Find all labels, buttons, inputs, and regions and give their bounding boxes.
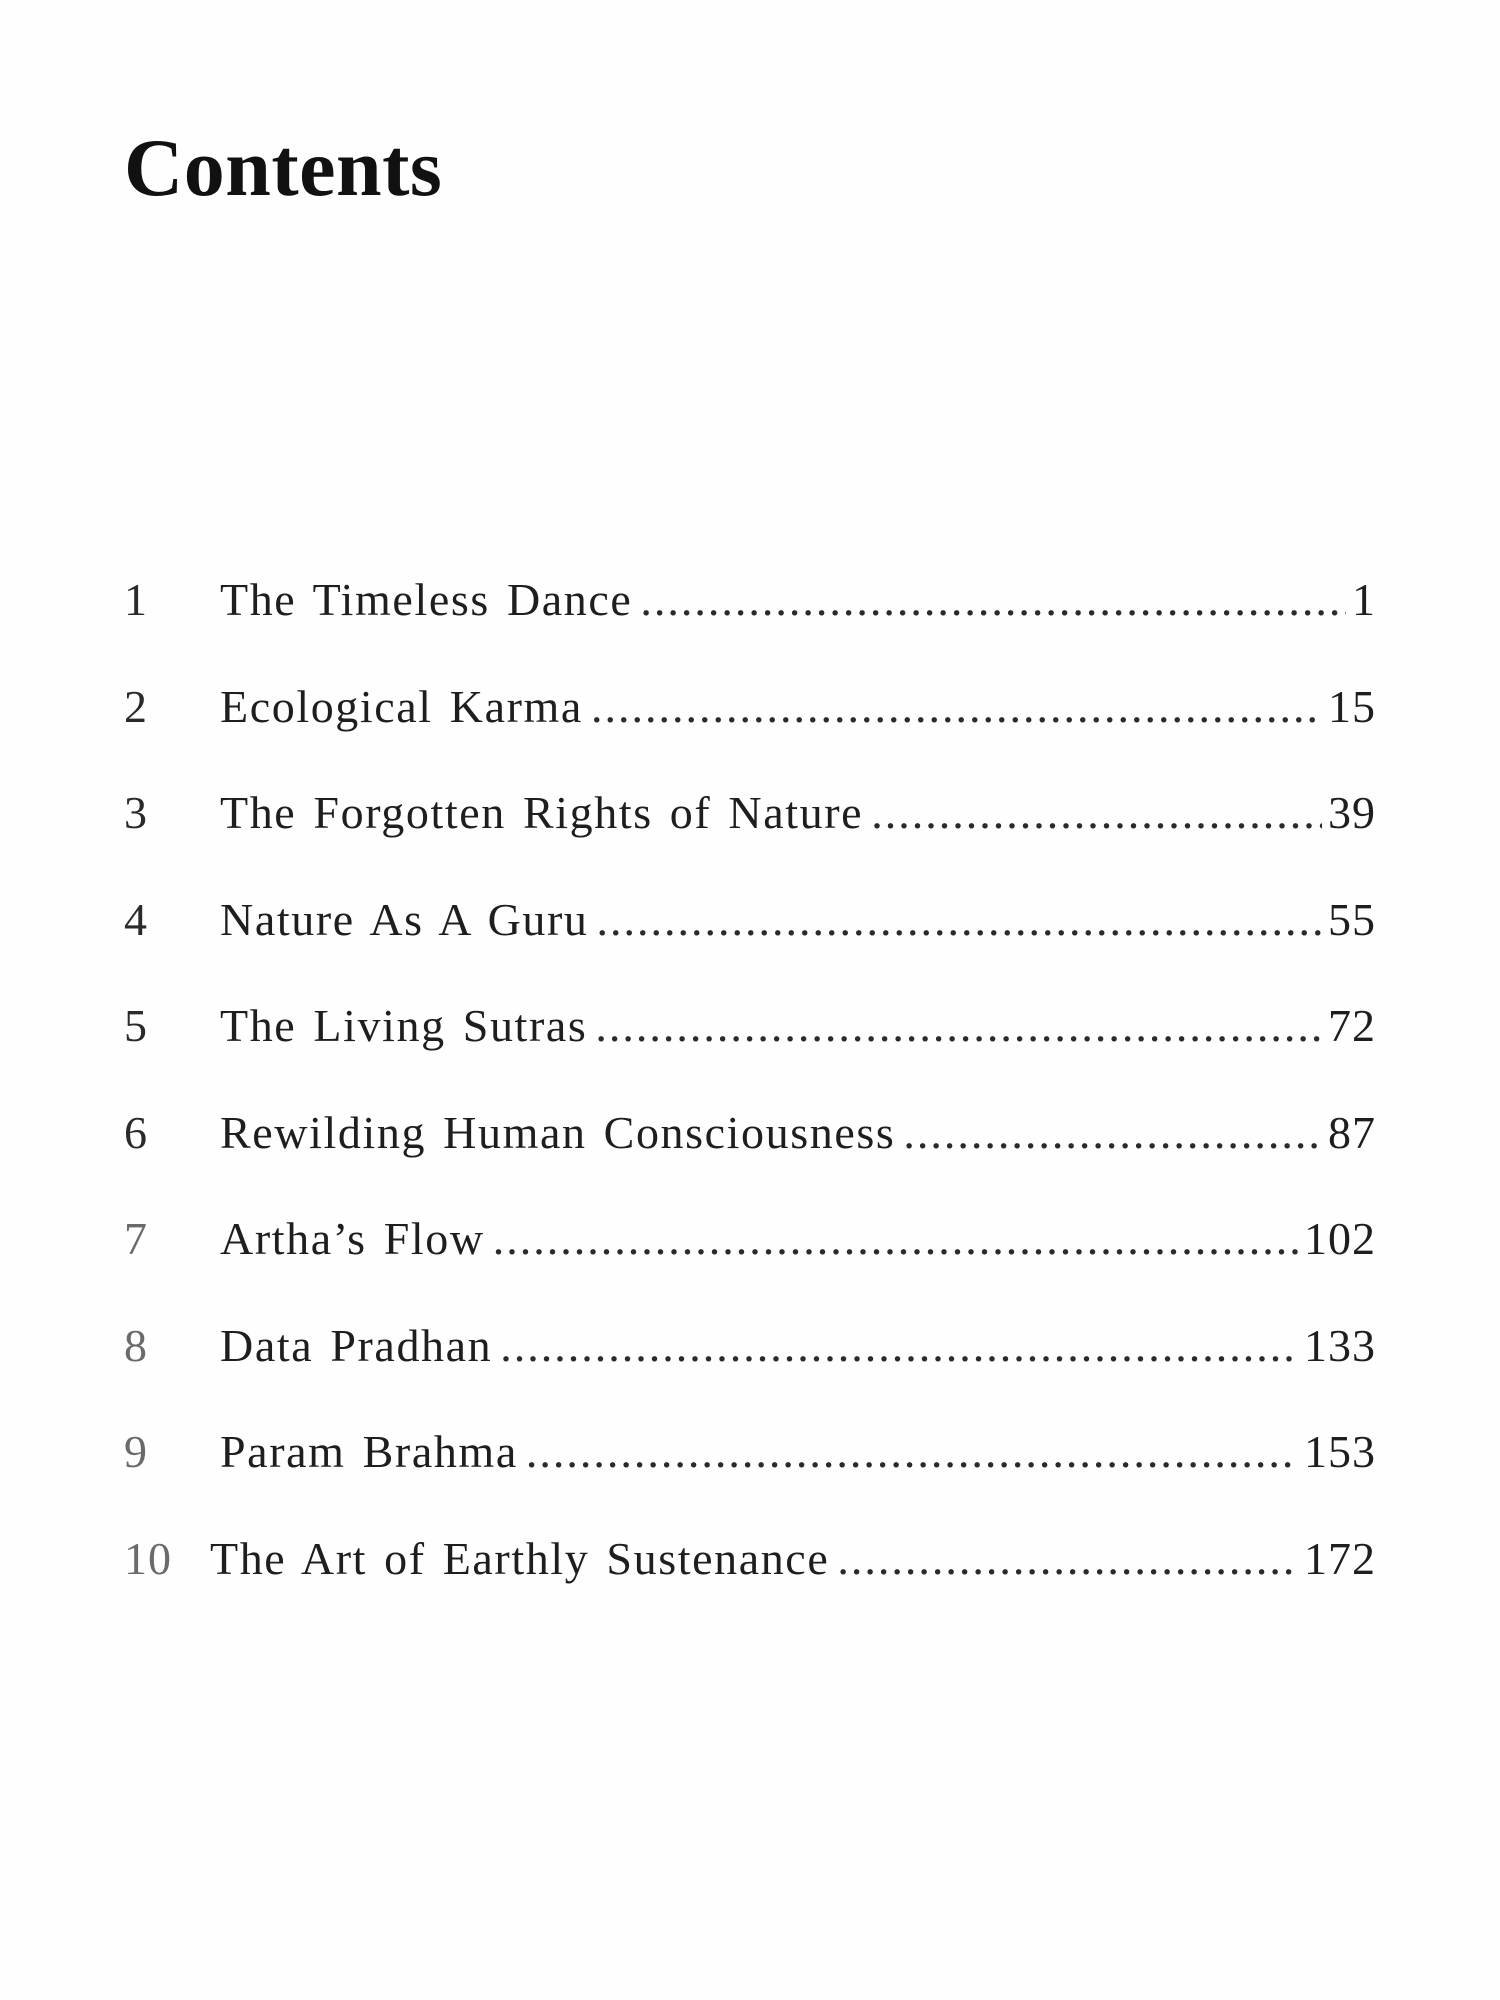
page-number: 39 [1328,787,1376,838]
page-number: 133 [1304,1319,1376,1371]
dot-leader [591,667,1322,747]
chapter-number: 4 [124,893,148,945]
page-title: Contents [124,122,443,213]
chapter-line [220,773,1376,853]
toc-entry-6 [124,1093,1376,1200]
chapter-number: 9 [124,1426,148,1477]
dot-leader [493,1199,1298,1279]
chapter-line [220,667,1376,747]
chapter-title: Nature As A Guru [220,893,589,945]
chapter-line [220,1093,1376,1173]
toc-entry-4 [124,880,1376,987]
table-of-contents [124,560,1376,1625]
dot-leader [903,1093,1322,1173]
page-number: 72 [1328,1000,1376,1051]
dot-leader [837,1519,1298,1599]
chapter-number: 6 [124,1106,148,1158]
page-number: 87 [1328,1106,1376,1158]
dot-leader [500,1306,1298,1386]
dot-leader [595,986,1322,1066]
toc-entry-5 [124,986,1376,1093]
toc-entry-8 [124,1306,1376,1413]
chapter-number: 5 [124,1000,148,1051]
chapter-title: Rewilding Human Consciousness [220,1106,896,1158]
chapter-line [220,1199,1376,1279]
toc-entry-2 [124,667,1376,774]
page-number: 172 [1304,1532,1376,1584]
toc-entry-7 [124,1199,1376,1306]
page-number: 15 [1328,680,1376,732]
chapter-title: Param Brahma [220,1426,518,1477]
chapter-line [220,880,1376,960]
chapter-title: The Timeless Dance [220,574,633,625]
chapter-line [210,1519,1376,1599]
chapter-line [220,1412,1376,1492]
chapter-title: Ecological Karma [220,680,583,732]
page-number: 55 [1328,893,1376,945]
dot-leader [597,880,1322,960]
chapter-number: 7 [124,1213,148,1264]
page-number: 153 [1304,1426,1376,1477]
chapter-title: Artha’s Flow [220,1213,485,1264]
chapter-number: 2 [124,680,148,732]
chapter-title: The Forgotten Rights of Nature [220,787,864,838]
chapter-title: Data Pradhan [220,1319,493,1371]
page-number: 1 [1352,574,1376,625]
chapter-line [220,1306,1376,1386]
chapter-number: 1 [124,574,148,625]
chapter-title: The Art of Earthly Sustenance [210,1532,830,1584]
chapter-number: 3 [124,787,148,838]
chapter-line [220,986,1376,1066]
chapter-number: 8 [124,1319,148,1371]
toc-entry-3 [124,773,1376,880]
chapter-title: The Living Sutras [220,1000,588,1051]
dot-leader [640,560,1346,640]
chapter-line [220,560,1376,640]
toc-entry-1 [124,560,1376,667]
toc-entry-10 [124,1519,1376,1626]
toc-entry-9 [124,1412,1376,1519]
chapter-number: 10 [124,1532,172,1584]
dot-leader [526,1412,1298,1492]
page-number: 102 [1304,1213,1376,1264]
dot-leader [871,773,1322,853]
